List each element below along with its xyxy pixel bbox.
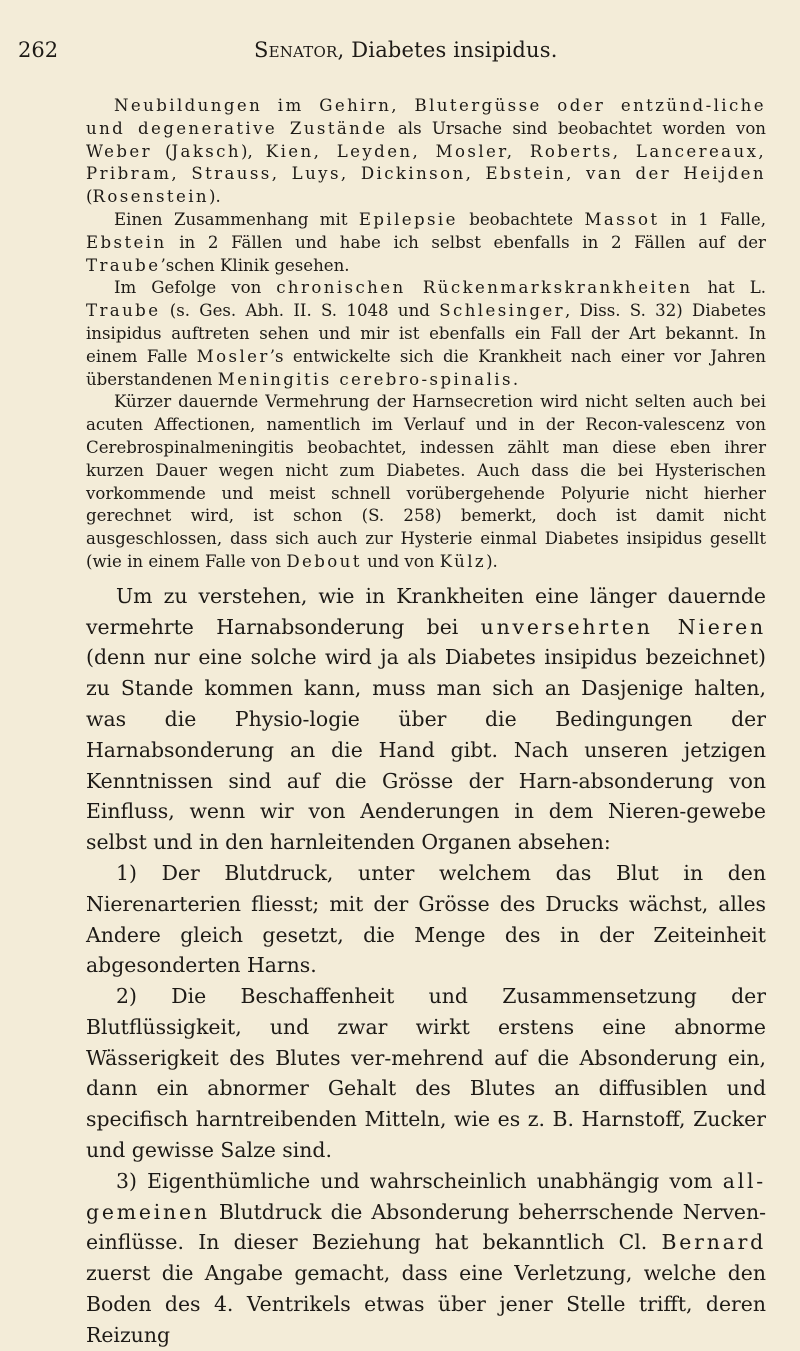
text-run: beobachtete bbox=[457, 209, 585, 229]
spaced-emphasis: Debout bbox=[286, 551, 362, 571]
text-run: 3) Eigenthümliche und wahrscheinlich unabhängig vom bbox=[116, 1168, 723, 1193]
spaced-emphasis: Ebstein bbox=[86, 232, 167, 252]
text-run: 2) Die Beschaffenheit und Zusammensetzung der Blutflüssigkeit, und zwar wirkt erstens eine abnorme Wässerigkeit des Blutes ver-mehrend auf die Absonderung ein, dann ein abnormer Gehalt des Blutes an diffusiblen und specifisch harntreibenden Mitteln, wie es z. B. Harnstoff, Zucker und gewisse Salze sind. bbox=[86, 984, 766, 1163]
text-run: hat L. bbox=[692, 278, 766, 298]
text-run: ). bbox=[209, 187, 221, 207]
spaced-emphasis: Epilepsie bbox=[358, 209, 458, 229]
paragraph bbox=[86, 277, 766, 391]
paragraph bbox=[86, 1166, 766, 1351]
text-run: und von bbox=[361, 551, 440, 571]
spaced-emphasis: Rosenstein bbox=[92, 187, 209, 207]
running-head-author: Senator, bbox=[254, 38, 345, 62]
spaced-emphasis: Neubildungen im Gehirn, Blutergüsse oder entzünd-liche und degenerative Zustände bbox=[86, 96, 766, 138]
paragraph bbox=[86, 581, 766, 858]
text-run: Im Gefolge von bbox=[114, 278, 277, 298]
spaced-emphasis: unversehrten Nieren bbox=[480, 614, 766, 639]
text-run: , Diss. S. 32) Diabetes insipidus auftreten sehen und mir ist ebenfalls ein Fall der Art bekannt. In einem Falle bbox=[86, 301, 766, 366]
text-run: (s. Ges. Abh. II. S. 1048 und bbox=[160, 301, 440, 321]
text-run: Um zu verstehen, wie in Krankheiten eine länger dauernde vermehrte Harnabsonderung bei bbox=[86, 583, 766, 639]
spaced-emphasis: all-gemeinen bbox=[86, 1168, 766, 1224]
text-run: ( bbox=[86, 187, 93, 207]
spaced-emphasis: Massot bbox=[584, 209, 660, 229]
page-header bbox=[18, 38, 760, 72]
body-text bbox=[86, 95, 766, 1351]
text-run: ’s entwickelte sich die Krankheit nach einer vor Jahren überstandenen bbox=[86, 346, 766, 389]
running-head bbox=[254, 38, 558, 62]
spaced-emphasis: Traube bbox=[86, 301, 161, 321]
text-run: zuerst die Angabe gemacht, dass eine Verletzung, welche den Boden des 4. Ventrikels etwas über jener Stelle trifft, deren Reizung bbox=[86, 1261, 766, 1347]
paragraph bbox=[86, 391, 766, 573]
paragraph bbox=[86, 858, 766, 981]
paragraph bbox=[86, 95, 766, 209]
spaced-emphasis: Weber bbox=[86, 141, 152, 161]
text-run: Kürzer dauernde Vermehrung der Harnsecretion wird nicht selten auch bei acuten Affectionen, namentlich im Verlauf und in der Recon-valescenz von Cerebrospinalmeningitis beobachtet, indessen zählt man diese eben ihrer kurzen Dauer wegen nicht zum Diabetes. Auch dass die bei Hysterischen vorkommende und meist schnell vorübergehende Polyurie nicht hierher gerechnet wird, ist schon (S. 258) bemerkt, doch ist damit nicht ausgeschlossen, dass sich auch zur Hysterie einmal Diabetes insipidus gesellt (wie in einem Falle von bbox=[86, 392, 766, 571]
spaced-emphasis: Bernard bbox=[661, 1230, 766, 1255]
spaced-emphasis: Schlesinger bbox=[439, 301, 565, 321]
text-run: in 2 Fällen und habe ich selbst ebenfalls in 2 Fällen auf der bbox=[166, 232, 766, 252]
spaced-emphasis: Traube bbox=[86, 255, 161, 275]
spaced-emphasis: chronischen Rückenmarkskrankheiten bbox=[276, 278, 693, 298]
small-print-section bbox=[86, 95, 766, 574]
text-run: ), bbox=[240, 141, 266, 161]
paragraph bbox=[86, 981, 766, 1166]
spaced-emphasis: Kien, Leyden, Mosler, Roberts, Lancereaux, Pribram, Strauss, Luys, Dickinson, Ebstein, van der Heijden bbox=[86, 141, 767, 184]
text-run: Blutdruck die Absonderung beherrschende Nerven-einflüsse. In dieser Beziehung hat bekanntlich Cl. bbox=[86, 1199, 766, 1255]
spaced-emphasis: Meningitis cerebro-spinalis bbox=[217, 369, 513, 389]
spaced-emphasis: Mosler bbox=[196, 346, 270, 366]
text-run: ’schen Klinik gesehen. bbox=[160, 255, 350, 275]
text-run: ( bbox=[151, 141, 172, 161]
text-run: . bbox=[512, 369, 519, 389]
text-run: 1) Der Blutdruck, unter welchem das Blut in den Nierenarterien fliesst; mit der Grösse des Drucks wächst, alles Andere gleich gesetzt, die Menge des in der Zeiteinheit abgesonderten Harns. bbox=[86, 860, 766, 978]
spaced-emphasis: Külz bbox=[439, 551, 487, 571]
main-text-section bbox=[86, 581, 766, 1351]
text-run: Einen Zusammenhang mit bbox=[114, 209, 359, 229]
page-number: 262 bbox=[18, 38, 59, 62]
text-run: in 1 Falle, bbox=[659, 209, 766, 229]
text-run: als Ursache sind beobachtet worden von bbox=[387, 118, 766, 138]
text-run: (denn nur eine solche wird ja als Diabetes insipidus bezeichnet) zu Stande kommen kann, muss man sich an Dasjenige halten, was die Physio-logie über die Bedingungen der Harnabsonderung an die Hand gibt. Nach unseren jetzigen Kenntnissen sind auf die Grösse der Harn-absonderung von Einfluss, wenn wir von Aenderungen in dem Nieren-gewebe selbst und in den harnleitenden Organen absehen: bbox=[86, 645, 766, 855]
paragraph bbox=[86, 209, 766, 277]
text-run: ). bbox=[486, 551, 498, 571]
running-head-title: Diabetes insipidus. bbox=[344, 38, 558, 62]
spaced-emphasis: Jaksch bbox=[171, 141, 241, 161]
